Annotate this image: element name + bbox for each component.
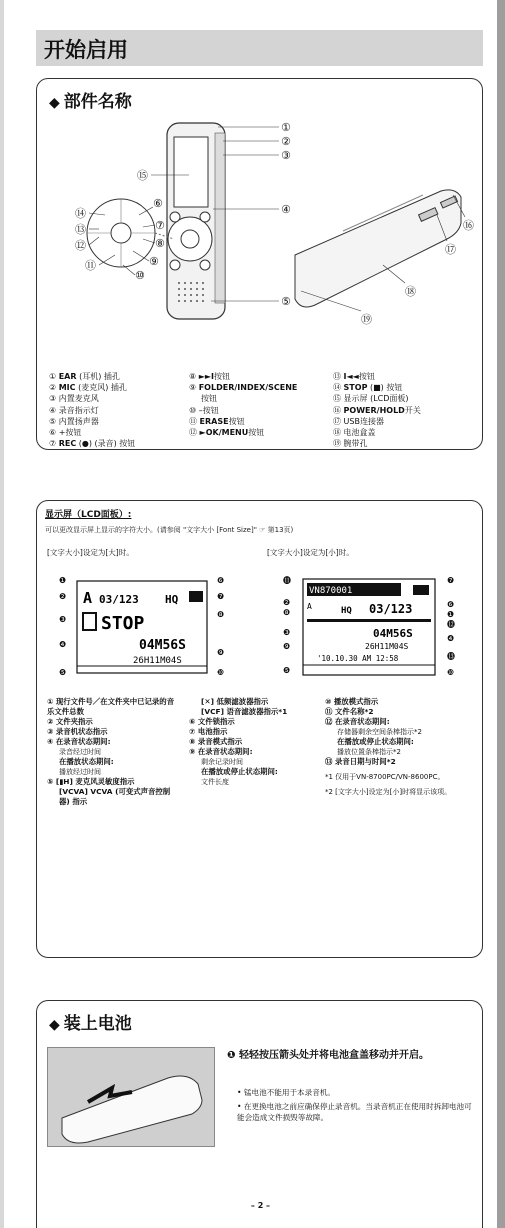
- lcd-small-file: 03/123: [369, 602, 413, 616]
- part-item: ④ 录音指示灯: [49, 405, 99, 415]
- part-item: ⑥ +按钮: [49, 428, 82, 438]
- svg-text:❾: ❾: [283, 642, 291, 651]
- battery-cover-illustration: [47, 1047, 215, 1147]
- battery-icon: [413, 585, 429, 595]
- footnote-2: *2 [文字大小]设定为[小]时将显示该项。: [325, 788, 452, 796]
- callout-14: ⑭: [75, 207, 86, 220]
- svg-text:❷: ❷: [283, 598, 291, 607]
- callout-9: ⑨: [149, 255, 159, 268]
- callout-16: ⑯: [463, 219, 474, 232]
- part-item: ⑫ ►OK/MENU按钮: [189, 428, 265, 438]
- svg-text:❾: ❾: [217, 648, 225, 657]
- battery-title-text: 装上电池: [63, 1014, 132, 1034]
- svg-text:❶: ❶: [447, 610, 455, 619]
- svg-text:❶: ❶: [59, 576, 67, 585]
- lcd-small-filename: VN870001: [309, 586, 353, 596]
- part-item: ⑲ 腕带孔: [333, 439, 368, 449]
- lcd-large-remain: 26H11M04S: [133, 656, 182, 666]
- lcd-large-time: 04M56S: [139, 638, 186, 653]
- battery-note-bullet: • 锰电池不能用于本录音机。: [237, 1088, 336, 1097]
- page-title: 开始启用: [44, 38, 128, 62]
- part-item: ⑨ FOLDER/INDEX/SCENE: [189, 383, 298, 393]
- lcd-heading: 显示屏（LCD面板）:: [45, 510, 132, 520]
- part-item: ⑪ ERASE按钮: [189, 416, 245, 426]
- svg-text:❷: ❷: [59, 592, 67, 601]
- lcd-note: 可以更改显示屏上显示的字符大小。(请参阅 "文字大小 [Font Size]" ☞ 第13页): [45, 526, 294, 534]
- diamond-icon: ◆: [49, 1017, 60, 1033]
- part-item: ⑱ 电池盒盖: [333, 428, 376, 438]
- left-edge-bar: [0, 0, 4, 1228]
- part-item: ⑧ ►►I按钮: [189, 372, 230, 381]
- lcd-small-diagram: [273, 569, 469, 689]
- diamond-icon: ◆: [49, 95, 60, 111]
- right-edge-bar: [497, 0, 505, 1228]
- callout-15: ⑮: [137, 169, 148, 182]
- svg-text:⓭: ⓭: [447, 652, 455, 661]
- size-small-label: [文字大小]设定为[小]时。: [267, 548, 354, 557]
- battery-section: [36, 1000, 483, 1228]
- callout-11: ⑪: [85, 259, 96, 272]
- part-item: ② MIC (麦克风) 插孔: [49, 383, 127, 393]
- part-item: ③ 内置麦克风: [49, 394, 99, 404]
- lcd-small-folder: A: [307, 602, 312, 611]
- lcd-small-date: '10.10.30 AM 12:58: [317, 654, 399, 663]
- lcd-small-remain: 26H11M04S: [365, 642, 409, 651]
- callout-3: ③: [281, 149, 291, 162]
- callout-1: ①: [281, 121, 291, 134]
- battery-step-1: ❶ 轻轻按压箭头处并将电池盒盖移动并开启。: [227, 1050, 429, 1061]
- svg-text:⓬: ⓬: [447, 620, 455, 629]
- lcd-large-folder: A: [83, 589, 93, 607]
- part-item: ⑰ USB连接器: [333, 416, 384, 426]
- battery-note-bullet: • 在更换电池之前应确保停止录音机。当录音机正在使用时拆卸电池可能会造成文件损毁等故障。: [237, 1102, 472, 1122]
- callout-17: ⑰: [445, 243, 456, 256]
- part-item: ⑤ 内置扬声器: [49, 416, 99, 426]
- lcd-legend-col3: ⑩ 播放模式指示 ⑪ 文件名称*2 ⑫ 在录音状态期间: 存储器剩余空间条棒指示*2 在播放或停止状态期间: 播放位置条棒指示*2 ⑬ 录音日期与时间*2 *1 仅用于VN-8700PC/VN-8600PC。 *2 [文字大小]设定为[小]时将显示该项。: [325, 697, 475, 797]
- svg-text:❼: ❼: [217, 592, 225, 601]
- battery-icon: [189, 591, 203, 602]
- svg-text:❸: ❸: [283, 628, 291, 637]
- page-number: – 2 –: [250, 1201, 271, 1210]
- callout-12: ⑫: [75, 239, 86, 252]
- lcd-large-file: 03/123: [99, 593, 139, 606]
- footnote-1: *1 仅用于VN-8700PC/VN-8600PC。: [325, 773, 445, 781]
- svg-text:❺: ❺: [59, 668, 67, 677]
- svg-text:❸: ❸: [59, 615, 67, 624]
- lcd-large-status: STOP: [101, 613, 145, 634]
- callout-4: ④: [281, 203, 291, 216]
- svg-text:❹: ❹: [59, 640, 67, 649]
- part-item: ⑦ REC (●) (录音) 按钮: [49, 439, 136, 449]
- part-item: ⑯ POWER/HOLD开关: [333, 405, 421, 415]
- callout-6: ⑥: [153, 197, 163, 210]
- lcd-section: [36, 500, 483, 958]
- part-item: ⑬ I◄◄按钮: [333, 372, 375, 381]
- parts-section: [36, 78, 483, 450]
- svg-text:⓫: ⓫: [283, 576, 291, 585]
- callout-18: ⑱: [405, 285, 416, 298]
- callout-10: ⑩: [135, 269, 145, 282]
- parts-title-text: 部件名称: [63, 92, 132, 112]
- callout-7: ⑦: [155, 219, 165, 232]
- parts-section-title: [49, 87, 132, 112]
- part-item: 按钮: [201, 394, 217, 404]
- part-item: ⑩ –按钮: [189, 405, 219, 415]
- svg-text:❽: ❽: [283, 608, 291, 617]
- svg-text:❿: ❿: [447, 668, 455, 677]
- callout-19: ⑲: [361, 313, 372, 326]
- battery-section-title: [49, 1009, 132, 1034]
- lcd-legend-col2: [✕] 低频滤波器指示 [VCF] 语音滤波器指示*1 ⑥ 文件锁指示 ⑦ 电池指示 ⑧ 录音模式指示 ⑨ 在录音状态期间: 剩余记录时间 在播放或停止状态期间: 文件长度: [189, 697, 288, 786]
- svg-text:❽: ❽: [217, 610, 225, 619]
- svg-text:❻: ❻: [447, 600, 455, 609]
- size-large-label: [文字大小]设定为[大]时。: [47, 548, 134, 557]
- svg-text:❿: ❿: [217, 668, 225, 677]
- callout-5: ⑤: [281, 295, 291, 308]
- lcd-large-diagram: [49, 569, 239, 689]
- parts-list-col3: [333, 371, 421, 449]
- part-item: ① EAR (耳机) 插孔: [49, 372, 120, 381]
- part-item: ⑮ 显示屏 (LCD面板): [333, 394, 409, 404]
- callout-13: ⑬: [75, 223, 86, 236]
- lcd-small-mode: HQ: [341, 606, 352, 616]
- recorder-front-illustration: [167, 123, 225, 319]
- lcd-legend-col1: ① 现行文件号／在文件夹中已记录的音乐文件总数 ② 文件夹指示 ③ 录音机状态指示 ④ 在录音状态期间: 录音经过时间 在播放状态期间: 播放经过时间 ⑤ [▮H] 麦克风灵敏度指示 [VCVA] VCVA (可变式声音控制器) 指示: [47, 697, 175, 806]
- recorder-diagram: [43, 115, 477, 363]
- lcd-small-time: 04M56S: [373, 627, 413, 640]
- parts-list-col1: [49, 371, 135, 449]
- part-item: ⑭ STOP (■) 按钮: [333, 383, 403, 393]
- recorder-back-illustration: [295, 190, 461, 307]
- svg-text:❺: ❺: [283, 666, 291, 675]
- svg-text:❹: ❹: [447, 634, 455, 643]
- callout-8: ⑧: [155, 237, 165, 250]
- parts-list-col2: [189, 371, 297, 438]
- callout-2: ②: [281, 135, 291, 148]
- page-title-bar: [36, 30, 483, 66]
- svg-text:❻: ❻: [217, 576, 225, 585]
- svg-text:❼: ❼: [447, 576, 455, 585]
- lcd-large-mode: HQ: [165, 593, 179, 606]
